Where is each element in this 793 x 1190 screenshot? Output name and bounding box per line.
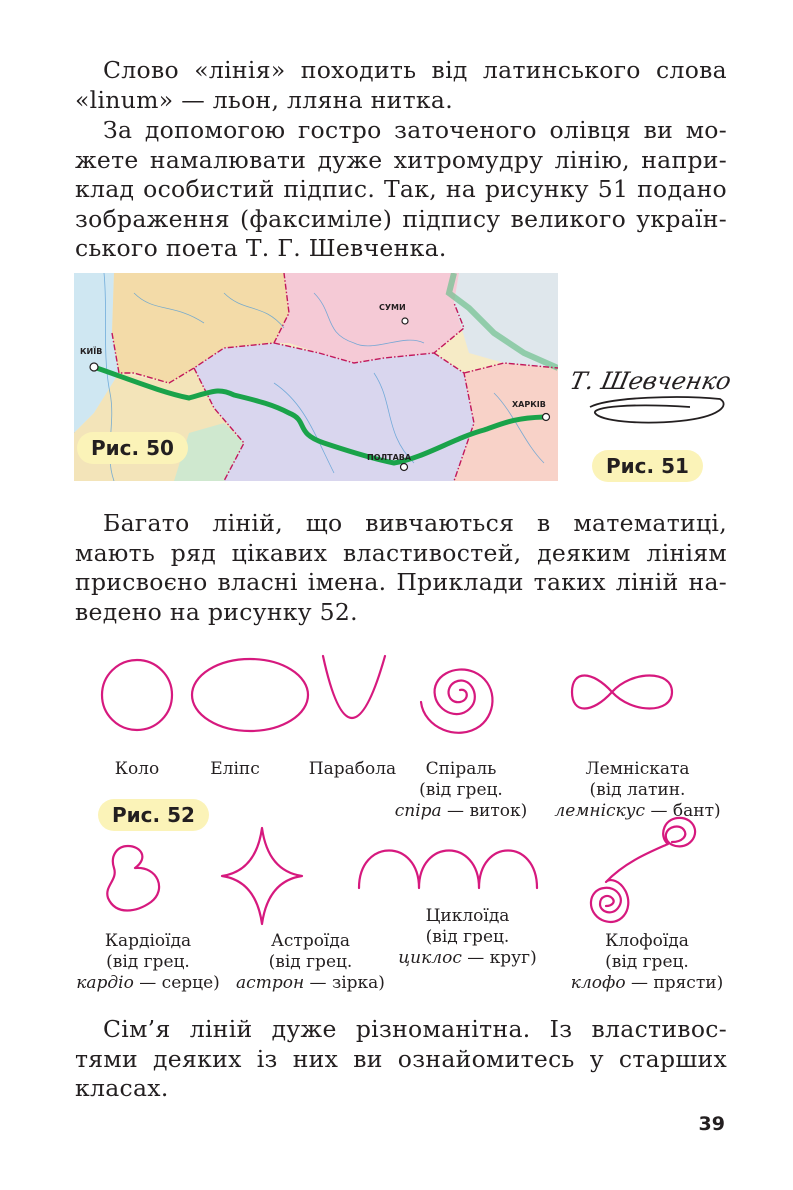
ellipse-curve (192, 659, 308, 731)
figure-51-badge: Рис. 51 (592, 450, 703, 482)
text-line: «linum» — льон, лляна нитка. (75, 85, 453, 114)
clothoid-curve (591, 818, 695, 922)
circle-caption (97, 759, 177, 780)
cycloid-curve (359, 851, 537, 889)
city-kharkiv-marker (543, 414, 550, 421)
spiral-origin: (від грец. (419, 780, 503, 800)
circle-name: Коло (114, 759, 160, 779)
spiral-name: Спіраль (425, 759, 497, 779)
figure-50-badge: Рис. 50 (77, 432, 188, 464)
figure-51-signature (570, 345, 730, 485)
astroid-caption (228, 931, 393, 994)
page-number: 39 (698, 1113, 725, 1135)
ellipse-name: Еліпс (210, 759, 260, 779)
lemniscate-caption (545, 759, 730, 822)
text-line: ського поета Т. Г. Шевченка. (75, 234, 447, 263)
spiral-caption (380, 759, 542, 822)
clothoid-meaning: — прясти) (625, 973, 724, 993)
paragraph-signature (75, 116, 727, 264)
cardioid-curve (107, 846, 159, 911)
city-kharkiv-label: ХАРКІВ (512, 400, 546, 409)
paragraph-curves (75, 509, 727, 627)
cycloid-word: циклос (398, 948, 462, 968)
spiral-word: спіра (394, 801, 442, 821)
figure-50-map (74, 273, 558, 481)
city-poltava-marker (401, 464, 408, 471)
astroid-name: Астроїда (271, 931, 350, 951)
text-line: Слово «лінія» походить від латинського слова (103, 56, 727, 84)
text-line: класах. (75, 1074, 169, 1103)
city-kyiv-label: КИЇВ (80, 347, 103, 356)
lemniscate-curve (572, 676, 672, 709)
signature-text: Т. Шевченко (570, 366, 730, 395)
signature-flourish (590, 397, 724, 423)
astroid-curve (222, 828, 302, 924)
astroid-origin: (від грец. (268, 952, 353, 972)
figure-52-badge: Рис. 52 (98, 799, 209, 831)
parabola-name: Парабола (308, 759, 397, 779)
cycloid-caption (390, 906, 545, 969)
clothoid-origin: (від грец. (605, 952, 689, 972)
parabola-curve (323, 656, 385, 718)
text-line: зображення (факсиміле) підпису великого україн- (75, 204, 727, 233)
astroid-meaning: — зірка) (304, 973, 385, 993)
cycloid-name: Циклоїда (425, 906, 510, 926)
text-line: Багато ліній, що вивчаються в математиці, (103, 509, 727, 537)
cardioid-caption (68, 931, 228, 994)
spiral-curve (421, 669, 492, 732)
text-line: мають ряд цікавих властивостей, деяким лініям (75, 538, 727, 567)
text-line: ведено на рисунку 52. (75, 597, 358, 626)
city-kyiv-marker (90, 363, 98, 371)
signature-image (570, 345, 730, 435)
cardioid-meaning: — серце) (133, 973, 220, 993)
lemniscate-origin: (від латин. (589, 780, 686, 800)
circle-curve (102, 660, 172, 730)
ellipse-caption (195, 759, 275, 780)
lemniscate-meaning: — бант) (645, 801, 721, 821)
lemniscate-name: Лемніската (585, 759, 690, 779)
clothoid-name: Клофоїда (605, 931, 689, 951)
text-line: клад особистий підпис. Так, на рисунку 51 подано (75, 175, 727, 204)
map-region-poltava (194, 343, 474, 481)
cycloid-origin: (від грец. (425, 927, 510, 947)
cycloid-meaning: — круг) (461, 948, 537, 968)
spiral-meaning: — виток) (441, 801, 528, 821)
city-sumy-marker (402, 318, 408, 324)
text-line: За допомогою гостро заточеного олівця ви мо- (103, 116, 727, 144)
text-line: жете намалювати дуже хитромудру лінію, напри- (75, 145, 727, 174)
paragraph-linia-origin (75, 56, 727, 115)
cardioid-word: кардіо (76, 973, 134, 993)
city-poltava-label: ПОЛТАВА (367, 453, 412, 462)
text-line: присвоєно власні імена. Приклади таких ліній на- (75, 568, 727, 597)
city-sumy-label: СУМИ (379, 303, 406, 312)
lemniscate-word: лемніскус (554, 801, 646, 821)
paragraph-conclusion (75, 1015, 727, 1104)
text-line: тями деяких із них ви ознайомитесь у старших (75, 1044, 727, 1073)
astroid-word: астрон (236, 973, 305, 993)
cardioid-origin: (від грец. (106, 952, 190, 972)
cardioid-name: Кардіоїда (104, 931, 192, 951)
clothoid-word: клофо (570, 973, 626, 993)
clothoid-caption (562, 931, 732, 994)
text-line: Сім’я ліній дуже різноманітна. Із властивос- (103, 1015, 727, 1043)
